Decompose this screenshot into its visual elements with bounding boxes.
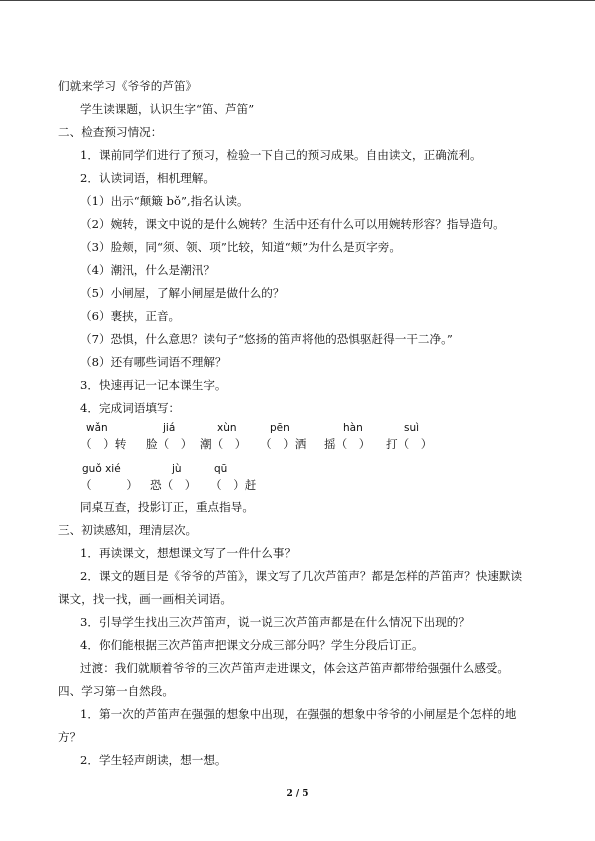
pinyin: jù bbox=[172, 463, 182, 475]
pinyin: suì bbox=[404, 422, 420, 434]
text-line: （2）婉转，课文中说的是什么婉转？生活中还有什么可以用婉转形容？指导造句。 bbox=[80, 217, 505, 231]
text-line: 学生读课题，认识生字“笛、芦笛” bbox=[80, 102, 255, 116]
text-line: （8）还有哪些词语不理解？ bbox=[80, 355, 227, 369]
section-heading: 三、初读感知，理清层次。 bbox=[58, 523, 198, 537]
page-number: 2 / 5 bbox=[286, 789, 309, 799]
text-line: 2．认读词语，相机理解。 bbox=[80, 171, 215, 185]
fill-blank: （ ）赶 bbox=[210, 478, 257, 492]
text-line: （7）恐惧，什么意思？读句子“悠扬的笛声将他的恐惧驱赶得一干二净。” bbox=[80, 332, 453, 346]
text-line: 3．快速再记一记本课生字。 bbox=[80, 378, 227, 392]
text-line: （4）潮汛，什么是潮汛？ bbox=[80, 263, 215, 277]
fill-blank: 恐（ ） bbox=[150, 478, 197, 492]
text-line: 2．学生轻声朗读，想一想。 bbox=[80, 753, 227, 767]
text-line: （5）小闸屋，了解小闸屋是做什么的？ bbox=[80, 286, 285, 300]
pinyin: jiá bbox=[163, 422, 176, 434]
pinyin: hàn bbox=[343, 422, 363, 434]
fill-blank: （ ） bbox=[80, 478, 138, 492]
text-line: 4．完成词语填写： bbox=[80, 401, 181, 415]
text-line: 2．课文的题目是《爷爷的芦笛》，课文写了几次芦笛声？都是怎样的芦笛声？快速默读 bbox=[80, 569, 523, 583]
text-line: 课文，找一找，画一画相关词语。 bbox=[58, 592, 232, 606]
section-heading: 二、检查预习情况： bbox=[58, 125, 163, 139]
fill-blank: （ ）洒 bbox=[260, 437, 307, 451]
fill-blank: 潮（ ） bbox=[200, 437, 247, 451]
pinyin: qū bbox=[214, 463, 228, 475]
top-border bbox=[0, 0, 595, 1]
text-line: 方？ bbox=[58, 730, 82, 744]
section-heading: 四、学习第一自然段。 bbox=[58, 684, 174, 698]
pinyin: guǒ xié bbox=[82, 463, 121, 475]
text-line: （3）脸颊，同“须、领、项”比较，知道“颊”为什么是页字旁。 bbox=[80, 240, 401, 254]
text-line: 1．课前同学们进行了预习，检验一下自己的预习成果。自由读文，正确流利。 bbox=[80, 148, 482, 162]
fill-blank: 脸（ ） bbox=[146, 437, 193, 451]
text-line: 过渡：我们就顺着爷爷的三次芦笛声走进课文，体会这芦笛声都带给强强什么感受。 bbox=[80, 661, 509, 675]
text-line: 1．第一次的芦笛声在强强的想象中出现，在强强的想象中爷爷的小闸屋是个怎样的地 bbox=[80, 707, 517, 721]
text-line: 3．引导学生找出三次芦笛声，说一说三次芦笛声都是在什么情况下出现的？ bbox=[80, 615, 470, 629]
pinyin: pēn bbox=[270, 422, 290, 434]
text-line: （1）出示“颠簸 bǒ”,指名认读。 bbox=[80, 194, 249, 208]
text-line: 同桌互查，投影订正，重点指导。 bbox=[80, 500, 254, 514]
fill-blank: （ ）转 bbox=[80, 437, 127, 451]
pinyin: xùn bbox=[217, 422, 237, 434]
text-line: 们就来学习《爷爷的芦笛》 bbox=[58, 79, 198, 93]
pinyin: wǎn bbox=[86, 422, 108, 434]
text-line: （6）裹挟，正音。 bbox=[80, 309, 181, 323]
fill-blank: 摇（ ） bbox=[324, 437, 371, 451]
text-line: 4．你们能根据三次芦笛声把课文分成三部分吗？学生分段后订正。 bbox=[80, 638, 424, 652]
text-line: 1．再读课文，想想课文写了一件什么事？ bbox=[80, 546, 297, 560]
fill-blank: 打（ ） bbox=[386, 437, 433, 451]
